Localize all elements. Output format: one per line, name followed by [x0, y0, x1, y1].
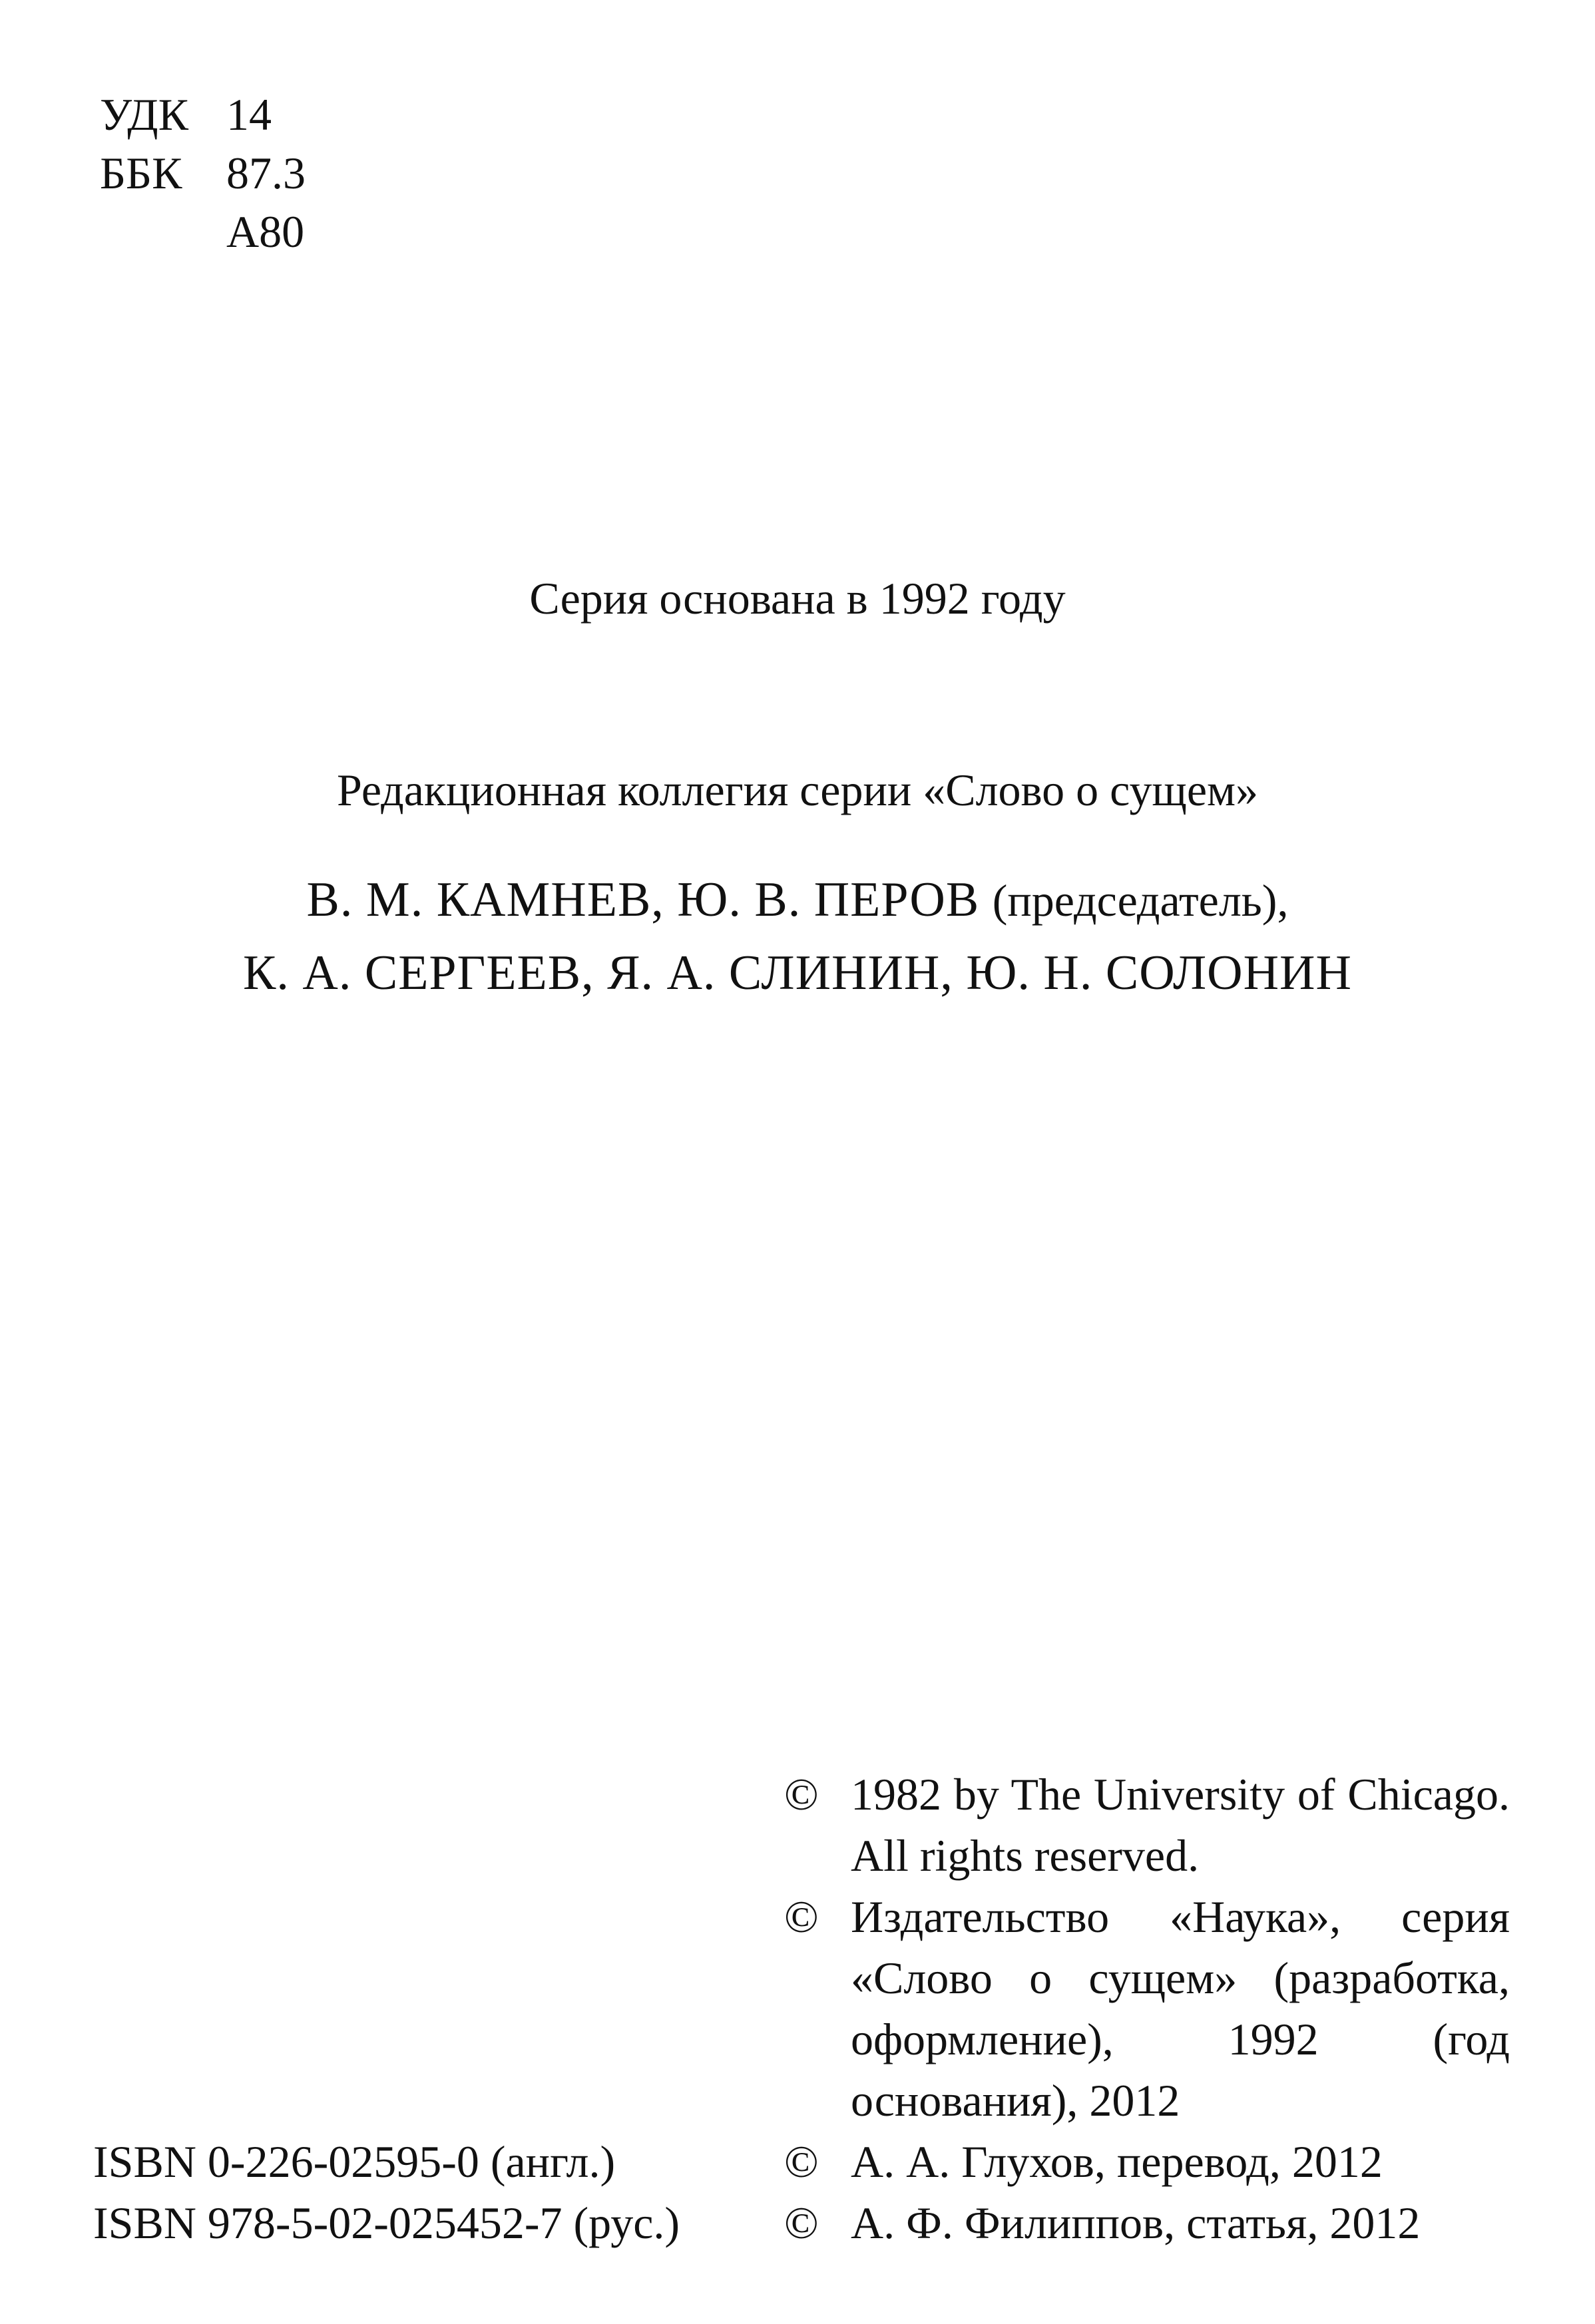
copyright-text: А. Ф. Филиппов, статья, 2012 [851, 2198, 1421, 2248]
editorial-board-line-1 [0, 872, 1595, 928]
copyright-item [784, 1764, 1510, 1886]
udk-value: 14 [226, 89, 272, 140]
copyright-symbol: © [784, 2136, 819, 2187]
isbn-block [93, 2131, 680, 2253]
copyright-symbol: © [784, 1891, 819, 1942]
chairman-note: (председатель), [992, 875, 1289, 926]
editorial-board-names-1: В. М. КАМНЕВ, Ю. В. ПЕРОВ [306, 872, 980, 927]
editorial-board-title: Редакционная коллегия серии «Слово о сущем» [336, 765, 1259, 815]
bbk-row [100, 144, 306, 202]
udk-label: УДК [100, 89, 189, 140]
copyright-item [784, 1886, 1510, 2131]
author-mark: А80 [226, 206, 305, 257]
bbk-label: ББК [100, 148, 182, 198]
copyright-text: А. А. Глухов, перевод, 2012 [851, 2136, 1383, 2187]
copyright-text: Издательство «Наука», серия «Слово о сущем» (разработка, оформление), 1992 (год основания), 2012 [851, 1891, 1510, 2126]
copyright-list [784, 1764, 1510, 2253]
copyright-item [784, 2131, 1510, 2192]
series-founded: Серия основана в 1992 году [529, 573, 1066, 624]
isbn-russian: ISBN 978-5-02-025452-7 (рус.) [93, 2198, 680, 2248]
udk-row [100, 85, 306, 144]
author-mark-row [100, 202, 306, 261]
copyright-item [784, 2192, 1510, 2253]
editorial-board-names-2: К. А. СЕРГЕЕВ, Я. А. СЛИНИН, Ю. Н. СОЛОНИН [243, 946, 1352, 1000]
copyright-symbol: © [784, 2198, 819, 2248]
classification-block [100, 85, 306, 261]
copyright-symbol: © [784, 1769, 819, 1820]
bbk-value: 87.3 [226, 148, 306, 198]
copyright-text: 1982 by The University of Chicago. All rights reserved. [851, 1769, 1510, 1881]
isbn-english: ISBN 0-226-02595-0 (англ.) [93, 2136, 616, 2187]
